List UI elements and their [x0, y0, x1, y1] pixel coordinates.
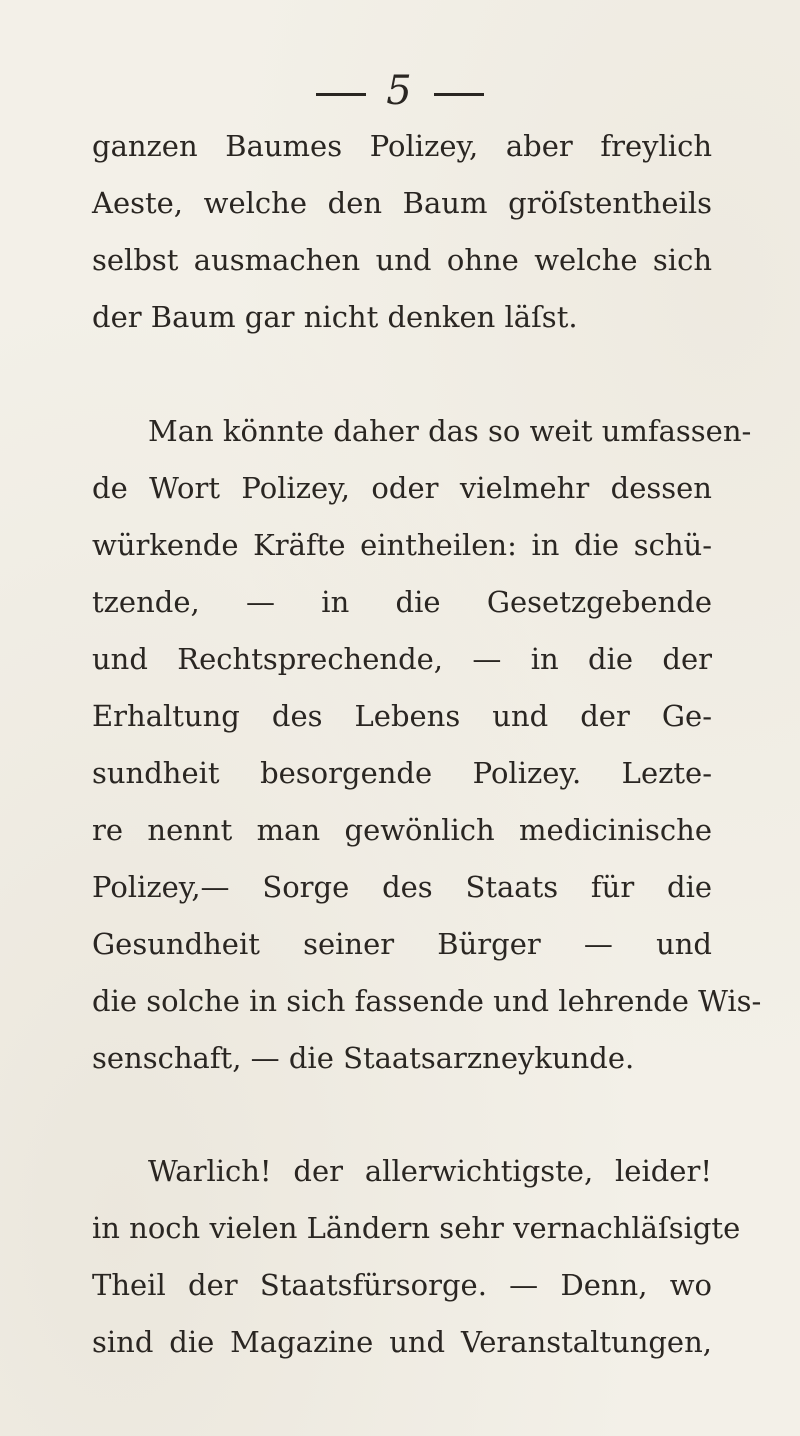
text-line: selbst ausmachen und ohne welche sich	[92, 243, 712, 277]
text-line: tzende, — in die Gesetzgebende	[92, 585, 712, 619]
text-line: in noch vielen Ländern sehr vernachläſsigte	[92, 1211, 741, 1245]
text-line: ganzen Baumes Polizey, aber freylich	[92, 129, 712, 163]
text-line: Theil der Staatsfürsorge. — Denn, wo	[92, 1268, 712, 1302]
page-number-text: 5	[386, 68, 414, 114]
text-line: senschaft, — die Staatsarzneykunde.	[92, 1041, 635, 1075]
text-line: Warlich! der allerwichtigste, leider!	[148, 1154, 712, 1188]
text-line: Erhaltung des Lebens und der Ge-	[92, 699, 712, 733]
text-line: der Baum gar nicht denken läſst.	[92, 300, 578, 334]
text-line: sind die Magazine und Veranstaltungen,	[92, 1325, 712, 1359]
text-line: re nennt man gewönlich medicinische	[92, 813, 712, 847]
text-line: würkende Kräfte eintheilen: in die schü-	[92, 528, 712, 562]
text-line: Aeste, welche den Baum gröſstentheils	[92, 186, 712, 220]
text-line: Gesundheit seiner Bürger — und	[92, 927, 712, 961]
page-number	[0, 68, 800, 114]
text-line: Man könnte daher das so weit umfassen-	[148, 414, 752, 448]
text-line: und Rechtsprechende, — in die der	[92, 642, 712, 676]
left-dash	[316, 93, 366, 96]
text-line: de Wort Polizey, oder vielmehr dessen	[92, 471, 712, 505]
right-dash	[434, 93, 484, 96]
text-line: Polizey,— Sorge des Staats für die	[92, 870, 712, 904]
text-line: die solche in sich fassende und lehrende Wis-	[92, 984, 762, 1018]
text-line: sundheit besorgende Polizey. Lezte-	[92, 756, 712, 790]
